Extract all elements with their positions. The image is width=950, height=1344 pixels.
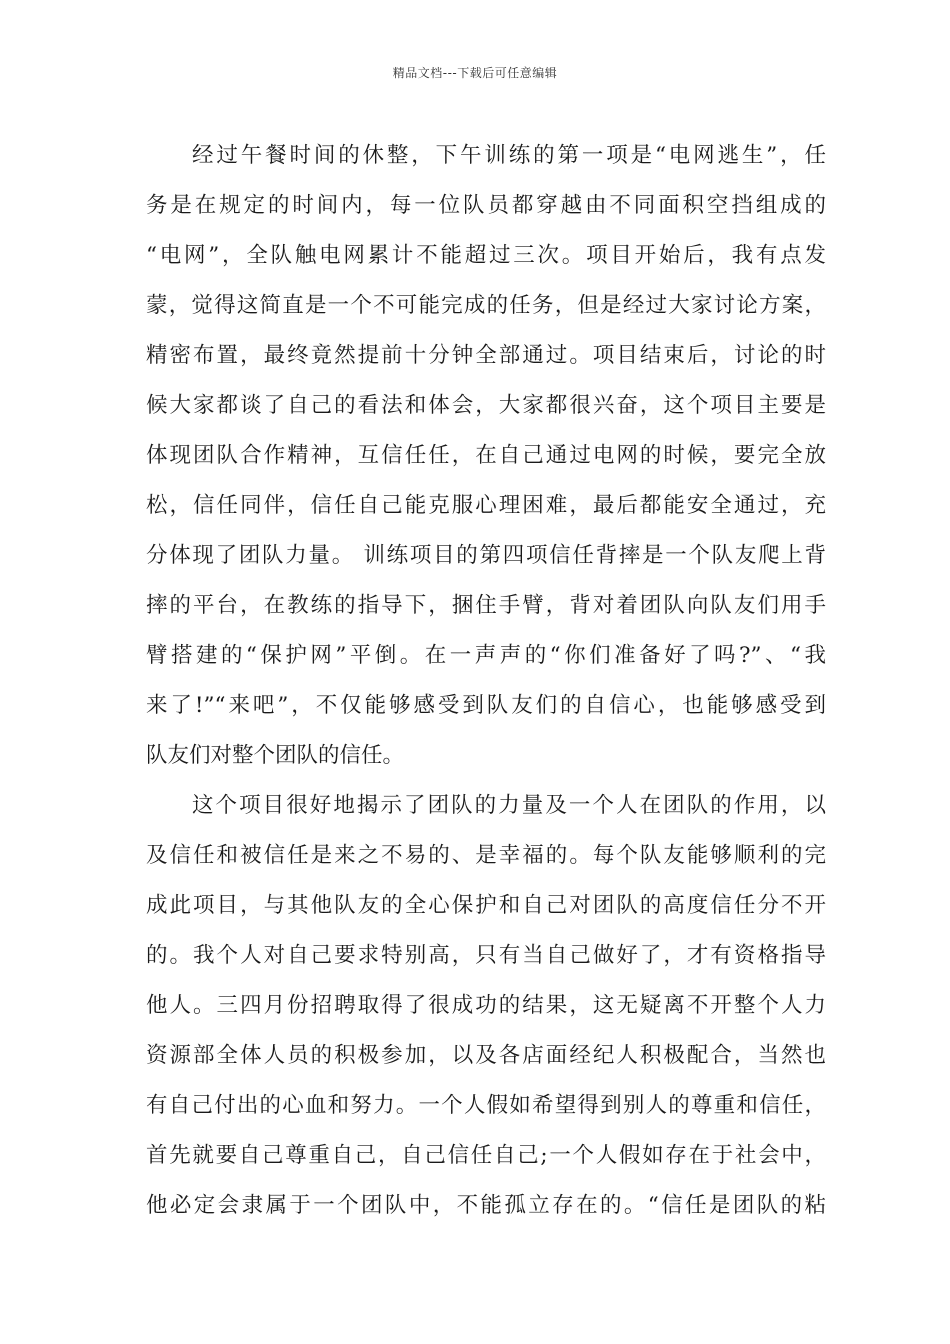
text-line: “电网”，全队触电网累计不能超过三次。项目开始后，我有点发 — [146, 243, 826, 268]
text-line: 成此项目，与其他队友的全心保护和自己对团队的高度信任分不开 — [146, 893, 826, 918]
text-line: 松，信任同伴，信任自己能克服心理困难，最后都能安全通过，充 — [146, 493, 826, 518]
text-line: 体现团队合作精神，互信任任，在自己通过电网的时候，要完全放 — [146, 443, 826, 468]
text-line: 候大家都谈了自己的看法和体会，大家都很兴奋，这个项目主要是 — [146, 393, 826, 418]
text-line: 摔的平台，在教练的指导下，捆住手臂，背对着团队向队友们用手 — [146, 593, 826, 618]
text-line: 精密布置，最终竟然提前十分钟全部通过。项目结束后，讨论的时 — [146, 343, 826, 368]
text-line: 经过午餐时间的休整，下午训练的第一项是“电网逃生”，任 — [192, 143, 826, 168]
text-line: 有自己付出的心血和努力。一个人假如希望得到别人的尊重和信任， — [146, 1093, 826, 1118]
paragraph-1 — [146, 131, 826, 781]
text-line: 他必定会隶属于一个团队中，不能孤立存在的。“信任是团队的粘 — [146, 1193, 826, 1218]
text-line: 他人。三四月份招聘取得了很成功的结果，这无疑离不开整个人力 — [146, 993, 826, 1018]
text-line: 资源部全体人员的积极参加，以及各店面经纪人积极配合，当然也 — [146, 1043, 826, 1068]
text-line: 分体现了团队力量。 训练项目的第四项信任背摔是一个队友爬上背 — [146, 543, 826, 568]
text-line: 务是在规定的时间内，每一位队员都穿越由不同面积空挡组成的 — [146, 193, 826, 218]
paragraph-2 — [146, 781, 826, 1231]
text-line: 首先就要自己尊重自己，自己信任自己;一个人假如存在于社会中， — [146, 1143, 826, 1168]
text-line: 及信任和被信任是来之不易的、是幸福的。每个队友能够顺利的完 — [146, 843, 826, 868]
text-line: 队友们对整个团队的信任。 — [146, 743, 405, 768]
text-line: 臂搭建的“保护网”平倒。在一声声的“你们准备好了吗?”、“我 — [146, 643, 826, 668]
text-line: 这个项目很好地揭示了团队的力量及一个人在团队的作用，以 — [192, 793, 826, 818]
page-header: 精品文档---下载后可任意编辑 — [392, 66, 558, 80]
text-line: 蒙，觉得这简直是一个不可能完成的任务，但是经过大家讨论方案， — [146, 293, 826, 318]
text-line: 的。我个人对自己要求特别高，只有当自己做好了，才有资格指导 — [146, 943, 826, 968]
document-body — [146, 131, 826, 1231]
text-line: 来了!”“来吧”，不仅能够感受到队友们的自信心，也能够感受到 — [146, 693, 826, 718]
